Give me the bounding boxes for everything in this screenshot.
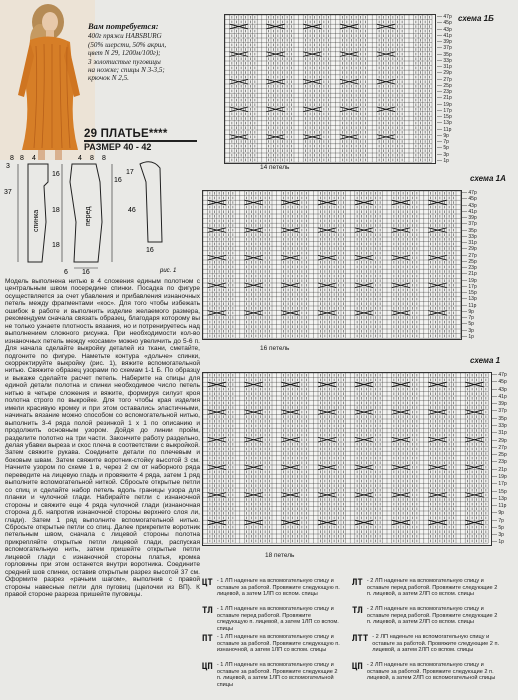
row-number: — 43р (492, 386, 507, 393)
row-number: — 25р (462, 258, 477, 265)
dim-label: 4 (32, 155, 36, 162)
supplies-line: на ножке; спицы N 3-3,5; (88, 66, 165, 75)
legend (202, 578, 502, 698)
back-label: спинка (33, 209, 40, 232)
row-number: — 5р (437, 145, 449, 152)
chart-1b-row-labels (437, 14, 459, 164)
row-number: — 45р (462, 196, 477, 203)
chart-1b-loops: 14 петель (260, 164, 290, 171)
dim-label: 18 (52, 242, 60, 249)
cable-symbol-icon: ПТ (202, 634, 213, 644)
row-number: — 33р (437, 57, 452, 64)
instructions-text: Модель выполнена нитью в 4 сложения единым полотном с центральным швом посередине спинки. Посадка по фигуре осуществляется за счет убавления и прибавления изнаночных петель между фрагментами «кос». Для того чтобы избежать ошибок в работе и выполнить изделие желаемого размера, рекомендуем сначала связать образец, благодаря которому вы не только узнаете плотность вязания, но и потренируетесь над выполнением сложного рисунка. При необходимости кол-во изнаночных петель между «косами» можно увеличить до 5-6 п. Для начала сделайте выкройку деталей из ткани, сметайте, подгоните по фигуре. Наметьте контура «дольче» спинки, скорректируйте выкройку (рис. 1), вяжите вспомогательной нитью. Свяжите образец узорами по схемам 1-1 Б. По образцу и выкаже сделайте расчет петель. Наберите на спицы для единой детали полотна и спинки необходимое число петель нитью в четыре сложения и вяжите, формируя силуэт кроя полотна строго по выкройке. Для того чтобы края изделия имели красивую кромку и при этом оставались эластичными, начинать вязание можно способом со вспомогательной нитью, выполнить 3-4 ряда полой резинкой 1 x 1 по описанию и продолжить основным узором. Дойдя до линии пройм, разделите полотно на три части. Закончите работу раздельно, делая убавки выреза и скос плеча в соответствии с выкройкой. Затем свяжите рукава. Соедините детали по плечевым и боковым швам. Затем свяжите воротник-стойку высотой 3 см. Начните узором по схеме 1 в, через 2 см от наборного ряда переведите на лицевую гладь и провяжите 4 ряда, затем 1 ряд выполните вспомогательной ниткой. Сбросьте открытые петли со спиц и сделайте набор петель вдоль границы узора для планки и чулочной глади. Набирайте петли с изнаночной стороны и свяжите еще 4 ряда чулочной глади (изнаночная сторона д.б. напротив изнаночной стороны верхнего слоя ли, глади). Затем 1 ряд выполните вспомогательной нитью. Сбросьте открытые петли со спиц. Далее прикрепите воротник петельным швом, сначала с лицевой стороны полотна прикрепляйте открытые петли лицевой глади, распуская вспомогательную нить, затем пришейте открытые петли лицевой глади с изнаночной стороны платья, кромка горловины при этом останется внутри воротника. Соедините средний шов спинки, оставив открытым разрез высотой 37 см. Оформите разрез «рачьим шагом», выполнив с правой стороны навесные петли для пуговиц (щелочки из ВП). К правой стороне разреза пришейте пуговицы. (5, 278, 200, 599)
dim-label: 8 (90, 155, 94, 162)
row-number: — 9р (492, 510, 504, 517)
row-number: — 21р (492, 466, 507, 473)
supplies-heading: Вам потребуется: (88, 21, 159, 31)
row-number: — 11р (492, 503, 507, 510)
row-number: — 13р (492, 495, 507, 502)
row-number: — 19р (437, 101, 452, 108)
dim-label: 16 (82, 269, 90, 276)
dim-label: 8 (10, 155, 14, 162)
legend-text: - 1 ЛП наденьте на вспомогательную спицу и оставьте за работой. Провяжите следующую п. изнаночной, а затем 1ЛП со вспом. спицы (216, 634, 340, 654)
row-number: — 25р (437, 82, 452, 89)
row-number: — 19р (462, 277, 477, 284)
row-number: — 27р (492, 444, 507, 451)
row-number: — 13р (462, 296, 477, 303)
row-number: — 21р (437, 95, 452, 102)
dim-label: 46 (128, 207, 136, 214)
row-number: — 7р (492, 517, 504, 524)
row-number: — 11р (437, 126, 452, 133)
row-number: — 1р (492, 539, 504, 546)
supplies-line: крючок N 2,5. (88, 74, 129, 83)
dim-label: 16 (114, 177, 122, 184)
row-number: — 23р (462, 265, 477, 271)
row-number: — 23р (492, 459, 507, 466)
legend-item (352, 578, 502, 606)
legend-text: - 1 ЛП наденьте на вспомогательную спицу и оставьте за работой. Провяжите следующие 2 п. лицевой, а затем 1ЛП со вспомогательной спицы (216, 662, 338, 688)
row-number: — 5р (492, 524, 504, 531)
row-number: — 45р (492, 379, 507, 386)
chart-1a-loops: 16 петель (260, 345, 290, 352)
row-number: — 39р (462, 215, 477, 221)
legend-text: - 2 ЛП наденьте на вспомогательную спицу и оставьте за работой. Провяжите следующие 2 п. лицевой, а затем 2ЛП со вспомогательной спицы (366, 662, 496, 682)
row-number: — 45р (437, 20, 452, 27)
figure-caption: рис. 1 (160, 268, 177, 274)
row-number: — 1р (462, 333, 474, 340)
row-number: — 43р (437, 26, 452, 33)
row-number: — 39р (492, 401, 507, 408)
model-photo (0, 0, 95, 160)
row-number: — 41р (437, 32, 452, 39)
row-number: — 15р (492, 488, 507, 495)
supplies-line: 400г пряжи HABSBURG (88, 32, 162, 41)
chart-1-row-labels (492, 372, 514, 547)
row-number: — 21р (462, 271, 477, 278)
cable-symbol-icon: ЛТТ (352, 634, 369, 644)
row-number: — 19р (492, 473, 507, 480)
pattern-diagram (0, 152, 200, 276)
row-number: — 37р (462, 221, 477, 228)
row-number: — 15р (462, 290, 477, 296)
row-number: — 29р (492, 437, 507, 444)
dim-label: 18 (52, 207, 60, 214)
row-number: — 37р (437, 45, 452, 52)
legend-item (202, 634, 342, 662)
legend-item (202, 606, 342, 634)
legend-item (352, 662, 502, 690)
row-number: — 3р (462, 327, 474, 334)
legend-item (352, 606, 502, 634)
row-number: — 27р (462, 252, 477, 259)
legend-text: - 1 ЛП наденьте на вспомогательную спицу и оставьте за работой. Провяжите следующую п. лицевой, а затем 1ЛП со вспом. спицы (216, 578, 340, 598)
row-number: — 5р (462, 321, 474, 328)
dim-label: 16 (146, 247, 154, 254)
legend-item (202, 578, 342, 606)
row-number: — 35р (437, 51, 452, 58)
cable-symbol-icon: ЦП (202, 662, 213, 672)
row-number: — 39р (437, 39, 452, 45)
row-number: — 31р (437, 64, 452, 70)
dim-label: 37 (4, 189, 12, 196)
row-number: — 7р (462, 315, 474, 321)
row-number: — 43р (462, 202, 477, 209)
cable-symbol-icon: ЦП (352, 662, 363, 672)
row-number: — 29р (437, 70, 452, 77)
supplies-block (88, 22, 220, 83)
dim-label: 16 (52, 171, 60, 178)
row-number: — 41р (462, 208, 477, 215)
row-number: — 17р (437, 107, 452, 114)
supplies-line: (50% шерсти, 50% акрил, (88, 40, 167, 49)
row-number: — 11р (462, 302, 477, 309)
row-number: — 3р (492, 532, 504, 539)
dim-label: 6 (64, 269, 68, 276)
row-number: — 29р (462, 246, 477, 253)
row-number: — 35р (462, 227, 477, 234)
chart-1a (202, 190, 462, 340)
row-number: — 31р (462, 240, 477, 246)
supplies-line: цвет N 29, 1200м/100г); (88, 49, 161, 58)
dim-label: 17 (126, 169, 134, 176)
cable-symbol-icon: ТЛ (202, 606, 213, 616)
row-number: — 1р (437, 157, 449, 164)
row-number: — 3р (437, 151, 449, 158)
legend-item (202, 662, 342, 690)
chart-1a-row-labels (462, 190, 484, 340)
legend-text: - 1 ЛП наденьте на вспомогательную спицу и оставьте перед работой. Провяжите следующую п. лицевой, а затем 1ЛП со вспом. спицы (216, 606, 339, 632)
chart-1-label: схема 1 (470, 356, 501, 365)
row-number: — 33р (462, 233, 477, 240)
pattern-size: РАЗМЕР 40 - 42 (84, 142, 152, 152)
row-number: — 13р (437, 120, 452, 127)
row-number: — 47р (462, 190, 477, 196)
legend-text: - 2 ЛП наденьте на вспомогательную спицу и оставьте перед работой. Провяжите следующие 2 п. лицевой, а затем 2ЛП со вспом. спицы (366, 578, 498, 598)
row-number: — 27р (437, 76, 452, 83)
dim-label: 3 (6, 163, 10, 170)
row-number: — 7р (437, 139, 449, 145)
row-number: — 33р (492, 422, 507, 429)
supplies-line: 3 золотистые пуговицы (88, 57, 161, 66)
row-number: — 25р (492, 452, 507, 459)
row-number: — 15р (437, 114, 452, 120)
dim-label: 4 (78, 155, 82, 162)
dim-label: 8 (20, 155, 24, 162)
row-number: — 31р (492, 430, 507, 437)
cable-symbol-icon: ТЛ (352, 606, 363, 616)
cable-symbol-icon: ЦТ (202, 578, 213, 588)
row-number: — 23р (437, 89, 452, 95)
row-number: — 47р (437, 14, 452, 20)
row-number: — 9р (437, 132, 449, 139)
chart-1b-label: схема 1Б (458, 14, 494, 23)
legend-text: - 2 ЛП наденьте на вспомогательную спицу и оставьте перед работой. Провяжите следующие 2 п. лицевой, а затем 2ЛП со вспом. спицы (366, 606, 498, 626)
chart-1-loops: 18 петель (265, 552, 295, 559)
cable-symbol-icon: ЛТ (352, 578, 363, 588)
row-number: — 35р (492, 415, 507, 422)
front-label: перед (85, 206, 92, 226)
dim-label: 8 (102, 155, 106, 162)
chart-1 (202, 372, 492, 546)
pattern-title: 29 ПЛАТЬЕ**** (84, 128, 168, 140)
row-number: — 47р (492, 372, 507, 378)
row-number: — 17р (462, 283, 477, 290)
row-number: — 41р (492, 393, 507, 400)
chart-1b (224, 14, 436, 164)
row-number: — 9р (462, 308, 474, 315)
row-number: — 37р (492, 408, 507, 415)
chart-1a-label: схема 1А (470, 174, 506, 183)
legend-item (352, 634, 502, 662)
legend-text: - 2 ЛП наденьте на вспомогательную спицу и оставьте за работой. Провяжите следующие 2 п. лицевой, а затем 2ЛП со вспом. спицы (372, 634, 500, 654)
row-number: — 17р (492, 481, 507, 488)
